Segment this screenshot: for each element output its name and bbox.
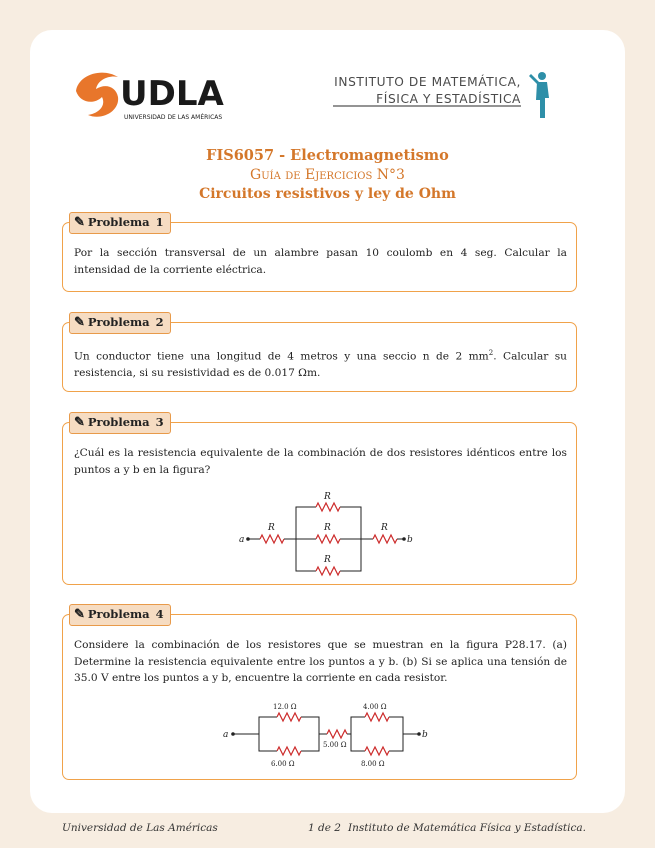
problem-2-label: Problema [87,315,150,329]
circuit4-point-a: a [223,730,229,740]
circuit4-label-6: 6.00 Ω [271,760,295,768]
problem-2-text [74,345,567,382]
title-block [0,146,655,204]
circuit3-label-bottom: R [324,555,331,565]
circuit4-label-4: 4.00 Ω [363,703,387,711]
pencil-icon: ✎ [74,315,85,330]
problem-2-text-sup: 2 [488,349,494,357]
institute-logo [333,70,555,122]
problem-2-box [62,315,577,392]
problem-3-tab [69,412,171,434]
topic-title: Circuitos resistivos y ley de Ohm [199,186,456,202]
circuit3-resistor-left [260,535,284,543]
pencil-icon: ✎ [74,607,85,622]
institute-line2: FÍSICA Y ESTADÍSTICA [376,92,521,106]
footer-institute: Instituto de Matemática Física y Estadística. [348,822,586,834]
circuit4-resistor-5 [327,730,347,738]
institute-line1: INSTITUTO DE MATEMÁTICA, [334,75,521,89]
problem-1-tab [69,212,171,234]
problem-4-tab [69,604,171,626]
footer-page-number: 1 de 2 [308,822,341,834]
circuit4-label-8: 8.00 Ω [361,760,385,768]
problem-3-circuit [238,489,413,579]
circuit4-label-5: 5.00 Ω [323,741,347,749]
udla-logo-text: UDLA [120,74,224,114]
footer-university: Universidad de Las Américas [62,822,218,834]
problem-4-circuit [221,699,431,771]
guide-title: Guía de Ejercicios N°3 [250,167,405,183]
problem-1-text: Por la sección transversal de un alambre pasan 10 coulomb en 4 seg. Calcular la intensidad de la corriente eléctrica. [74,247,567,276]
circuit4-label-12: 12.0 Ω [273,703,297,711]
institute-underline [333,104,555,108]
problem-4-label: Problema [87,607,150,621]
problem-3-number: 3 [155,415,164,429]
udla-logo [72,67,252,123]
circuit3-label-top: R [324,492,331,502]
circuit3-label-left: R [268,523,275,533]
course-title: FIS6057 - Electromagnetismo [206,147,449,164]
problem-2-number: 2 [155,315,164,329]
problem-3-text: ¿Cuál es la resistencia equivalente de la combinación de dos resistores idénticos entre los puntos a y b en la figura? [74,447,567,476]
problem-4-number: 4 [155,607,164,621]
person-figure-icon [527,70,553,120]
circuit3-resistor-mid [316,535,340,543]
circuit3-label-mid: R [324,523,331,533]
problem-2-tab [69,312,171,334]
problem-3-label: Problema [87,415,150,429]
problem-4-text: Considere la combinación de los resistores que se muestran en la figura P28.17. (a) Determine la resistencia equivalente entre los puntos a y b. (b) Si se aplica una tensión de 35.0 V entre los puntos a y b, encuentre la corriente en cada resistor. [74,639,567,684]
problem-4-box [62,607,577,780]
circuit3-label-right: R [381,523,388,533]
problem-2-text-after: . Calcular su resistencia, si su resistividad es de 0.017 Ωm. [74,350,567,380]
circuit3-resistor-right [373,535,397,543]
pencil-icon: ✎ [74,215,85,230]
circuit4-point-b: b [422,730,428,740]
pencil-icon: ✎ [74,415,85,430]
problem-1-box [62,215,577,292]
problem-2-text-before: Un conductor tiene una longitud de 4 metros y una seccio n de 2 mm [74,350,489,363]
circuit3-point-b: b [407,535,413,545]
circuit3-point-a: a [239,535,245,545]
problem-1-number: 1 [155,215,164,229]
problem-3-box [62,415,577,585]
problem-1-label: Problema [87,215,150,229]
udla-logo-subtext: UNIVERSIDAD DE LAS AMÉRICAS [124,114,223,121]
